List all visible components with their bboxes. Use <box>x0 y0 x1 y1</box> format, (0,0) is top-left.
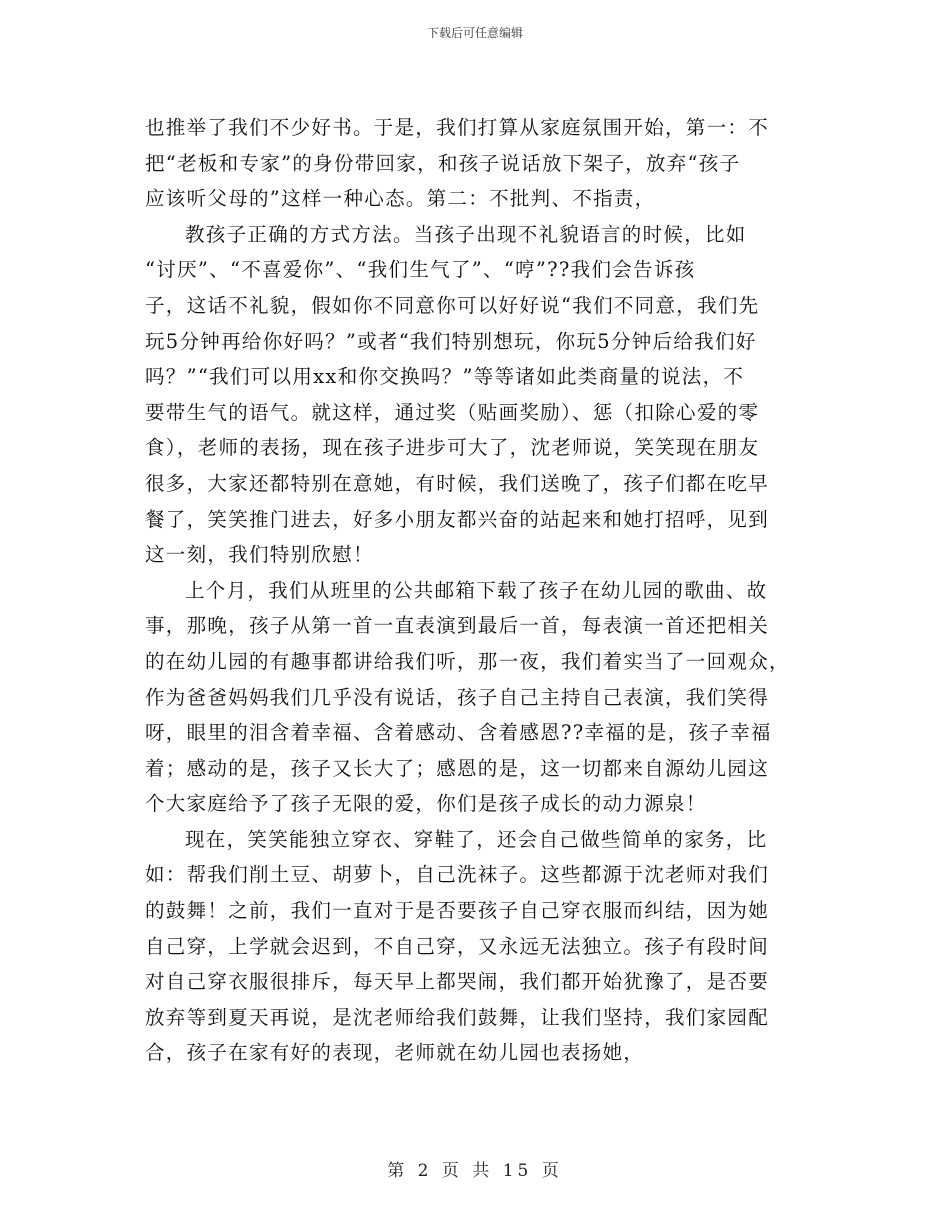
text-line: 个大家庭给予了孩子无限的爱，你们是孩子成长的动力源泉！ <box>145 792 707 816</box>
text-line: 应该听父母的”这样一种心态。第二：不批判、不指责， <box>145 187 656 211</box>
text-line: 也推举了我们不少好书。于是，我们打算从家庭氛围开始，第一：不 <box>145 116 770 139</box>
text-line: 要带生气的语气。就这样，通过奖（贴画奖励）、惩（扣除心爱的零 <box>145 400 760 424</box>
text-line: 食），老师的表扬，现在孩子进步可大了，沈老师说，笑笑现在朋友 <box>145 436 760 460</box>
text-line: 现在，笑笑能独立穿衣、穿鞋了，还会自己做些简单的家务，比 <box>185 827 768 851</box>
text-line: 教孩子正确的方式方法。当孩子出现不礼貌语言的时候，比如 <box>185 222 747 246</box>
text-line: 这一刻，我们特别欣慰！ <box>145 543 374 567</box>
text-line: 的鼓舞！之前，我们一直对于是否要孩子自己穿衣服而纠结，因为她 <box>145 899 770 923</box>
paragraph <box>145 217 807 573</box>
text-line: 事，那晚，孩子从第一首一直表演到最后一首，每表演一首还把相关 <box>145 614 770 638</box>
text-line: 很多，大家还都特别在意她，有时候，我们送晚了，孩子们都在吃早 <box>145 471 770 495</box>
text-line: 自己穿，上学就会迟到，不自己穿，又永远无法独立。孩子有段时间 <box>145 934 770 958</box>
paragraph <box>145 110 807 217</box>
text-line: 吗？”“我们可以用xx和你交换吗？”等等诸如此类商量的说法，不 <box>145 365 745 389</box>
text-line: 如：帮我们削土豆、胡萝卜，自己洗袜子。这些都源于沈老师对我们 <box>145 863 770 887</box>
text-line: 着；感动的是，孩子又长大了；感恩的是，这一切都来自源幼儿园这 <box>145 756 770 780</box>
document-body <box>145 110 807 1071</box>
paragraph <box>145 573 807 822</box>
text-line: 子，这话不礼貌，假如你不同意你可以好好说“我们不同意，我们先 <box>145 293 760 317</box>
text-line: “讨厌”、“不喜爱你”、“我们生气了”、“哼”??我们会告诉孩 <box>145 258 696 282</box>
text-line: 上个月，我们从班里的公共邮箱下载了孩子在幼儿园的歌曲、故 <box>185 578 768 602</box>
page-number: 第 2 页 共 15 页 <box>387 1161 563 1181</box>
text-line: 作为爸爸妈妈我们几乎没有说话，孩子自己主持自己表演，我们笑得 <box>145 685 770 709</box>
page-header: 下载后可任意编辑 <box>426 26 523 40</box>
text-line: 的在幼儿园的有趣事都讲给我们听，那一夜，我们着实当了一回观众， <box>145 649 790 673</box>
text-line: 对自己穿衣服很排斥，每天早上都哭闹，我们都开始犹豫了，是否要 <box>145 970 770 994</box>
text-line: 合，孩子在家有好的表现，老师就在幼儿园也表扬她， <box>145 1041 645 1065</box>
text-line: 呀，眼里的泪含着幸福、含着感动、含着感恩??幸福的是，孩子幸福 <box>145 721 772 745</box>
text-line: 放弃等到夏天再说，是沈老师给我们鼓舞，让我们坚持，我们家园配 <box>145 1005 770 1029</box>
text-line: 餐了，笑笑推门进去，好多小朋友都兴奋的站起来和她打招呼，见到 <box>145 507 770 531</box>
paragraph <box>145 822 807 1071</box>
text-line: 把“老板和专家”的身份带回家，和孩子说话放下架子，放弃“孩子 <box>145 151 741 175</box>
text-line: 玩5分钟再给你好吗？”或者“我们特别想玩，你玩5分钟后给我们好 <box>145 329 757 353</box>
